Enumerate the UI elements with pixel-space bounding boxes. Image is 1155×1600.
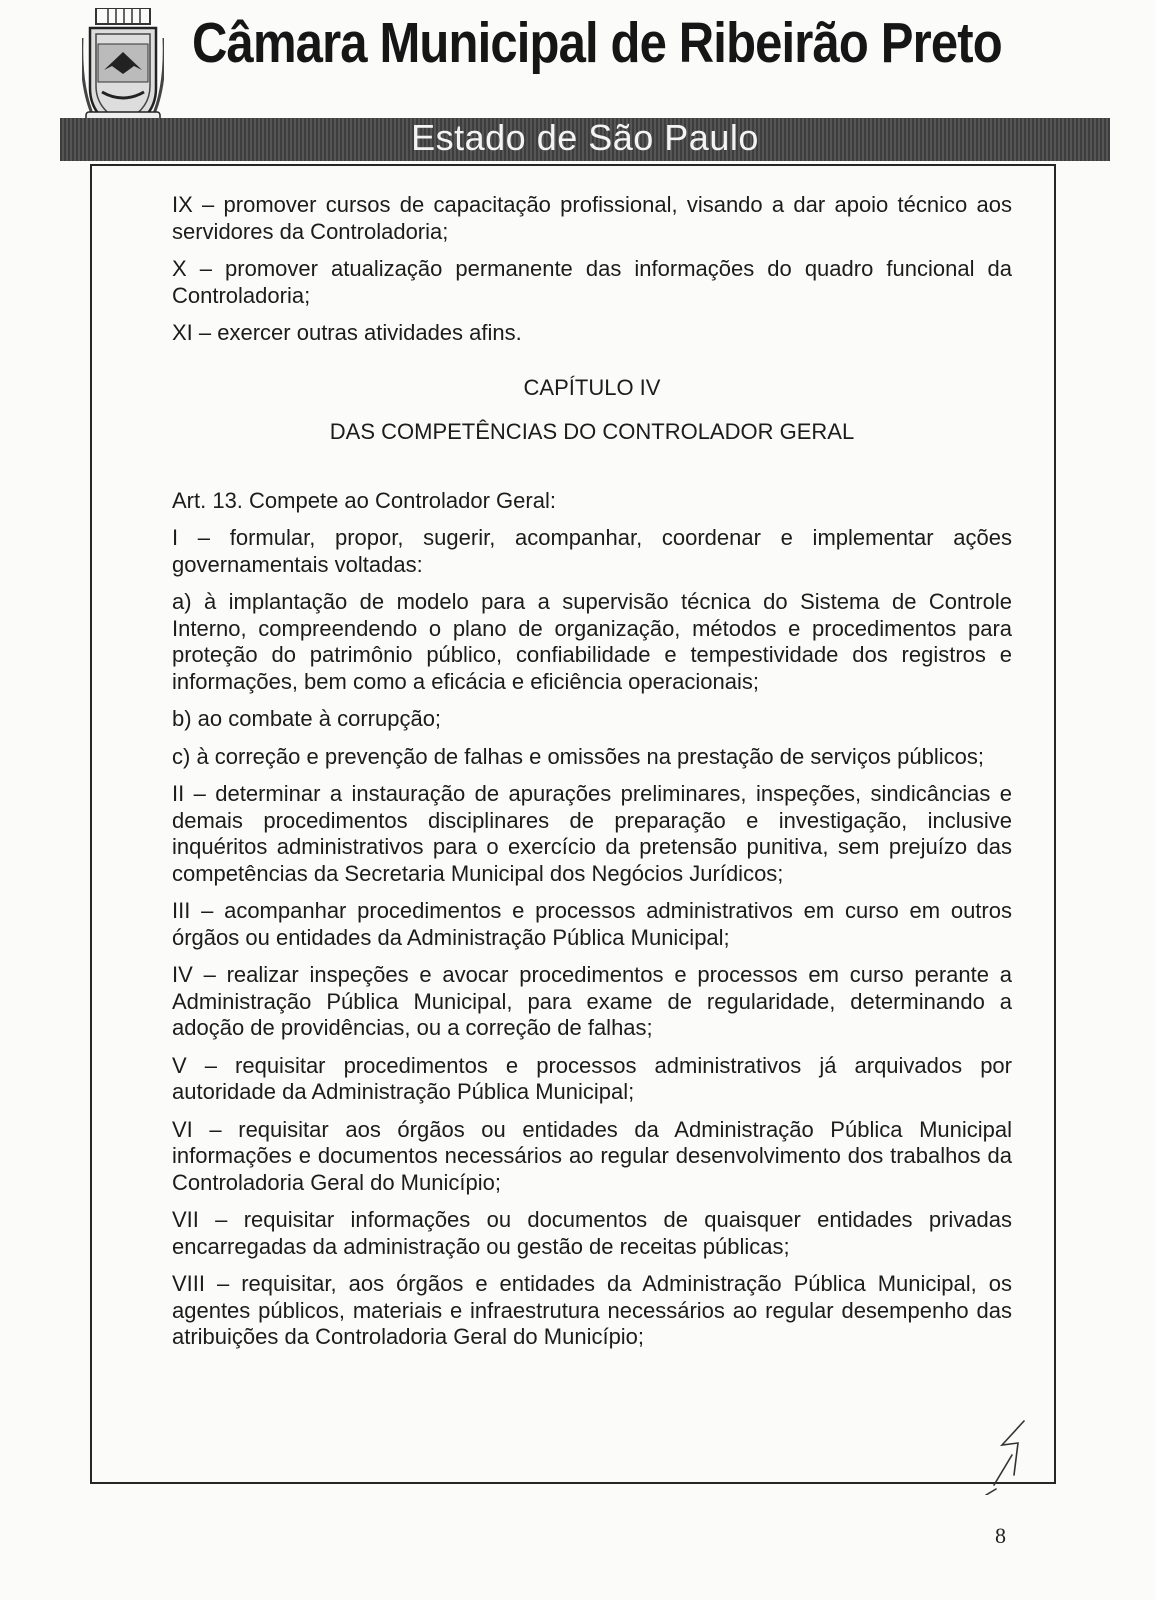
item-b: b) ao combate à corrupção; [172,706,442,731]
article-13: Art. 13. Compete ao Controlador Geral: [172,487,556,513]
page-number: 8 [995,1523,1006,1548]
clause-ix: IX – promover cursos de capacitação profissional, visando a dar apoio técnico aos servidores da Controladoria; [172,192,1012,244]
chapter-title: DAS COMPETÊNCIAS DO CONTROLADOR GERAL [329,419,855,444]
item-c: c) à correção e prevenção de falhas e omissões na prestação de serviços públicos; [172,743,984,769]
clause-v: V – requisitar procedimentos e processos administrativos já arquivados por autoridade da Administração Pública Municipal; [172,1052,1012,1104]
clause-vii: VII – requisitar informações ou documentos de quaisquer entidades privadas encarregadas da administração ou gestão de receitas públicas; [172,1207,1012,1259]
chapter-number: CAPÍTULO IV [523,374,661,400]
clause-xi: XI – exercer outras atividades afins. [172,320,522,345]
document-body [172,192,1012,1362]
clause-ii: II – determinar a instauração de apurações preliminares, inspeções, sindicâncias e demais procedimentos disciplinares de preparação e investigação, inclusive inquéritos administrativos para o exercício da pretensão punitiva, sem prejuízo das competências da Secretaria Municipal dos Negócios Jurídicos; [172,781,1012,886]
clause-vi: VI – requisitar aos órgãos ou entidades da Administração Pública Municipal informações e documentos necessários ao regular desenvolvimento dos trabalhos da Controladoria Geral do Município; [172,1116,1012,1195]
clause-x: X – promover atualização permanente das informações do quadro funcional da Controladoria; [172,256,1012,308]
state-subtitle: Estado de São Paulo [411,117,759,158]
header-band [60,118,1110,161]
clause-viii: VIII – requisitar, aos órgãos e entidades da Administração Pública Municipal, os agentes públicos, materiais e infraestrutura necessários ao regular desempenho das atribuições da Controladoria Geral do Município; [172,1271,1012,1349]
clause-i: I – formular, propor, sugerir, acompanhar, coordenar e implementar ações governamentais voltadas: [172,525,1012,577]
clause-iv: IV – realizar inspeções e avocar procedimentos e processos em curso perante a Administração Pública Municipal, para exame de regularidade, determinando a adoção de providências, ou a correção de falhas; [172,962,1012,1040]
item-a: a) à implantação de modelo para a supervisão técnica do Sistema de Controle Interno, compreendendo o plano de organização, métodos e procedimentos para proteção do patrimônio público, confiabilidade e tempestividade dos registros e informações, bem como a eficácia e eficiência operacionais; [172,589,1012,694]
letterhead [0,0,1155,165]
clause-iii: III – acompanhar procedimentos e processos administrativos em curso em outros órgãos ou entidades da Administração Pública Municipal; [172,898,1012,950]
handwritten-initial [978,1415,1038,1495]
coat-of-arms-icon [82,8,164,134]
institution-title: Câmara Municipal de Ribeirão Preto [192,11,1002,75]
